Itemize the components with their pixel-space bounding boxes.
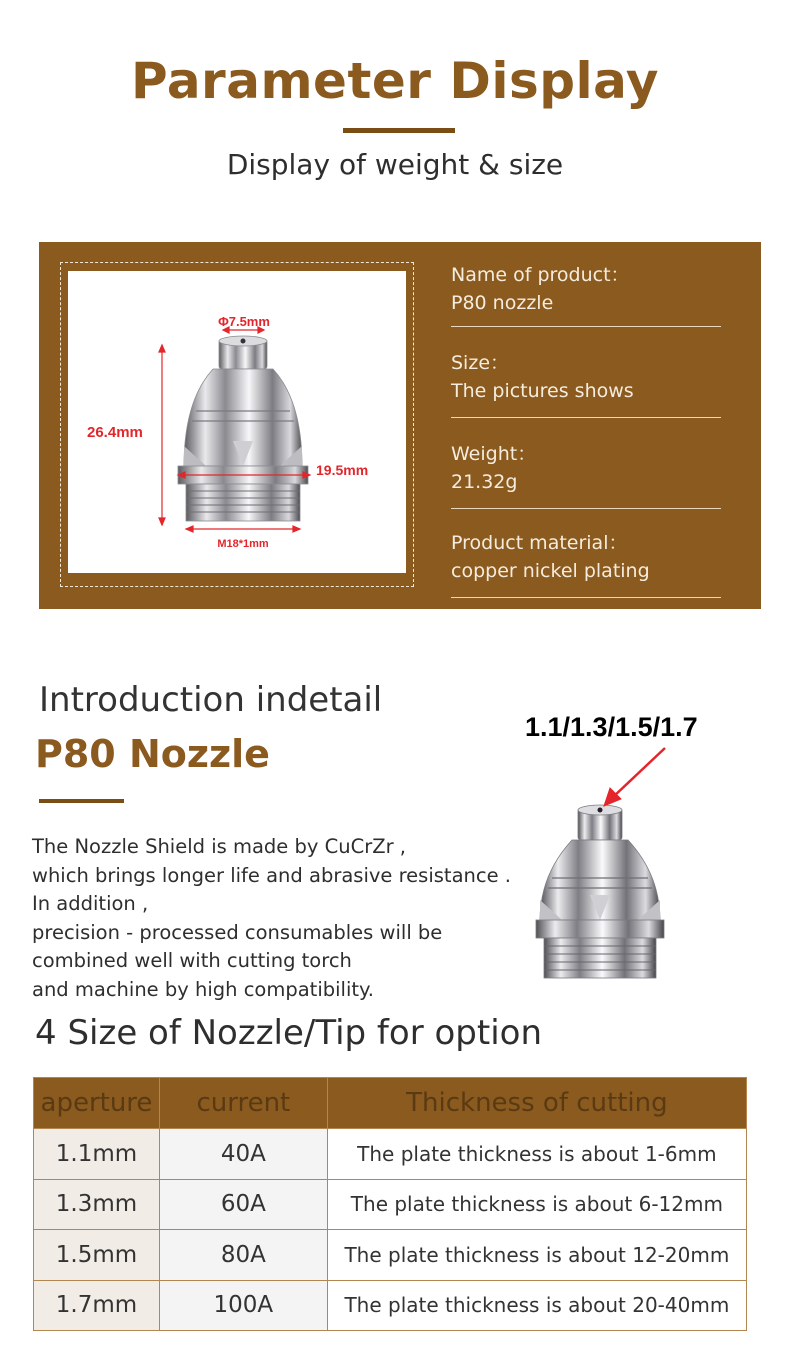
aperture-cell: 1.3mm [34,1179,160,1230]
table-row [34,1179,747,1230]
spec-divider [451,597,721,598]
product-photo [68,271,406,573]
options-heading: 4 Size of Nozzle/Tip for option [35,1013,542,1053]
spec-name [451,261,721,317]
description-line: and machine by high compatibility. [32,977,374,1001]
spec-weight [451,440,721,496]
spec-label: Weight： [451,443,537,465]
spec-size [451,349,721,405]
current-cell: 60A [159,1179,327,1230]
spec-label: Size： [451,352,510,374]
description-line: The Nozzle Shield is made by CuCrZr , [32,835,407,858]
thickness-cell: The plate thickness is about 1-6mm [327,1129,746,1180]
spec-value: P80 nozzle [451,292,554,314]
spec-label: Name of product： [451,264,630,286]
column-header: current [159,1078,327,1129]
spec-value: The pictures shows [451,380,634,402]
dim-body-diameter: 19.5mm [316,462,369,478]
dim-height: 26.4mm [87,424,143,441]
aperture-cell: 1.1mm [34,1129,160,1180]
page-title: Parameter Display [131,52,659,110]
title-underline [343,128,455,133]
table-row [34,1230,747,1281]
description-line: In addition , [32,892,149,915]
thickness-cell: The plate thickness is about 12-20mm [327,1230,746,1281]
spec-value: 21.32g [451,471,518,493]
description-line: precision - processed consumables will be [32,920,443,944]
thickness-cell: The plate thickness is about 6-12mm [327,1179,746,1230]
spec-label: Product material： [451,532,628,554]
column-header: aperture [34,1078,160,1129]
pointer-arrow [604,748,665,806]
description-line: which brings longer life and abrasive resistance . [32,863,511,887]
aperture-cell: 1.5mm [34,1230,160,1281]
intro-heading: Introduction indetail [39,680,383,720]
thickness-cell: The plate thickness is about 20-40mm [327,1280,746,1331]
spec-divider [451,508,721,509]
page-subtitle: Display of weight & size [226,148,564,181]
current-cell: 80A [159,1230,327,1281]
intro-underline [39,799,124,803]
current-cell: 100A [159,1280,327,1331]
intro-title: P80 Nozzle [35,732,270,776]
spec-material [451,529,721,585]
spec-value: copper nickel plating [451,560,650,582]
nozzle-body [536,805,664,978]
intro-description [32,833,532,1004]
nozzle-photo [520,740,760,990]
dim-thread: M18*1mm [217,538,269,550]
table-row [34,1129,747,1180]
aperture-cell: 1.7mm [34,1280,160,1331]
nozzle-shape [178,336,308,521]
nozzle-dimension-illustration [68,271,406,573]
description-line: combined well with cutting torch [32,949,352,972]
column-header: Thickness of cutting [327,1078,746,1129]
spec-divider [451,417,721,418]
spec-divider [451,326,721,327]
current-cell: 40A [159,1129,327,1180]
options-table [33,1077,747,1331]
dim-tip-diameter: Φ7.5mm [218,314,270,329]
table-header-row [34,1078,747,1129]
aperture-label: 1.1/1.3/1.5/1.7 [525,712,698,742]
table-row [34,1280,747,1331]
